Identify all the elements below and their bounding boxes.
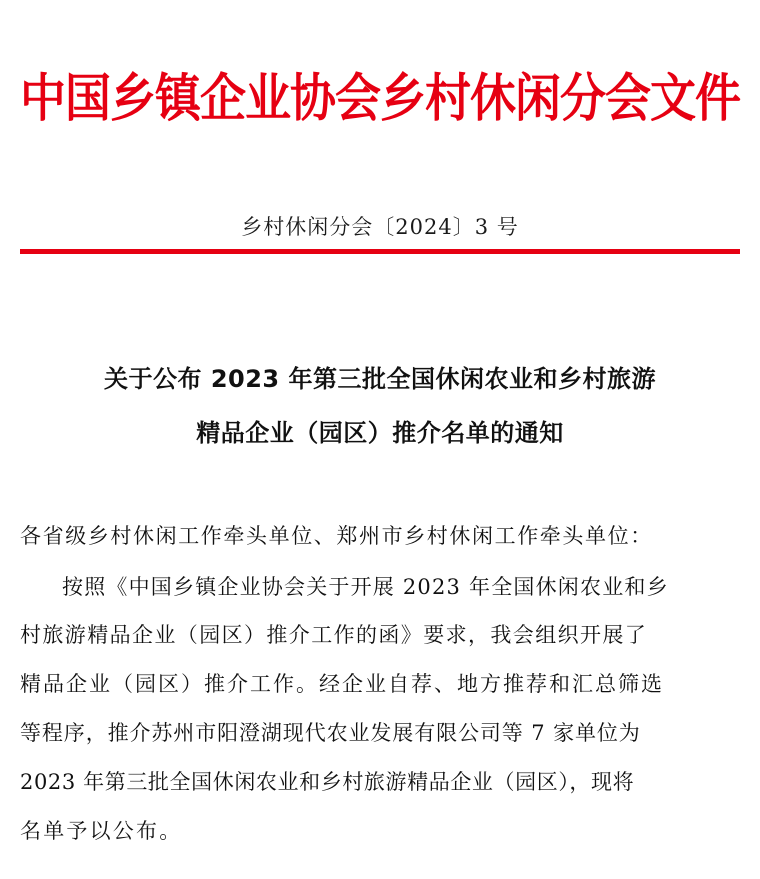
body-paragraph-line: 名单予以公布。 xyxy=(20,819,183,843)
body-paragraph-line: 等程序，推介苏州市阳澄湖现代农业发展有限公司等 7 家单位为 xyxy=(20,721,641,745)
issuer-header: 中国乡镇企业协会乡村休闲分会文件 xyxy=(20,67,740,129)
body-paragraph-line: 精品企业（园区）推介工作。经企业自荐、地方推荐和汇总筛选 xyxy=(20,672,664,696)
document-number: 乡村休闲分会〔2024〕3 号 xyxy=(241,215,519,239)
body-paragraph-line: 2023 年第三批全国休闲农业和乡村旅游精品企业（园区），现将 xyxy=(20,770,635,794)
header-divider-rule xyxy=(20,249,740,254)
salutation: 各省级乡村休闲工作牵头单位、郑州市乡村休闲工作牵头单位： xyxy=(20,524,653,548)
notice-title-line-2: 精品企业（园区）推介名单的通知 xyxy=(196,419,564,447)
body-paragraph-line: 按照《中国乡镇企业协会关于开展 2023 年全国休闲农业和乡 xyxy=(62,575,669,599)
notice-title-line-1: 关于公布 2023 年第三批全国休闲农业和乡村旅游 xyxy=(103,365,656,393)
body-paragraph-line: 村旅游精品企业（园区）推介工作的函》要求，我会组织开展了 xyxy=(20,623,648,647)
